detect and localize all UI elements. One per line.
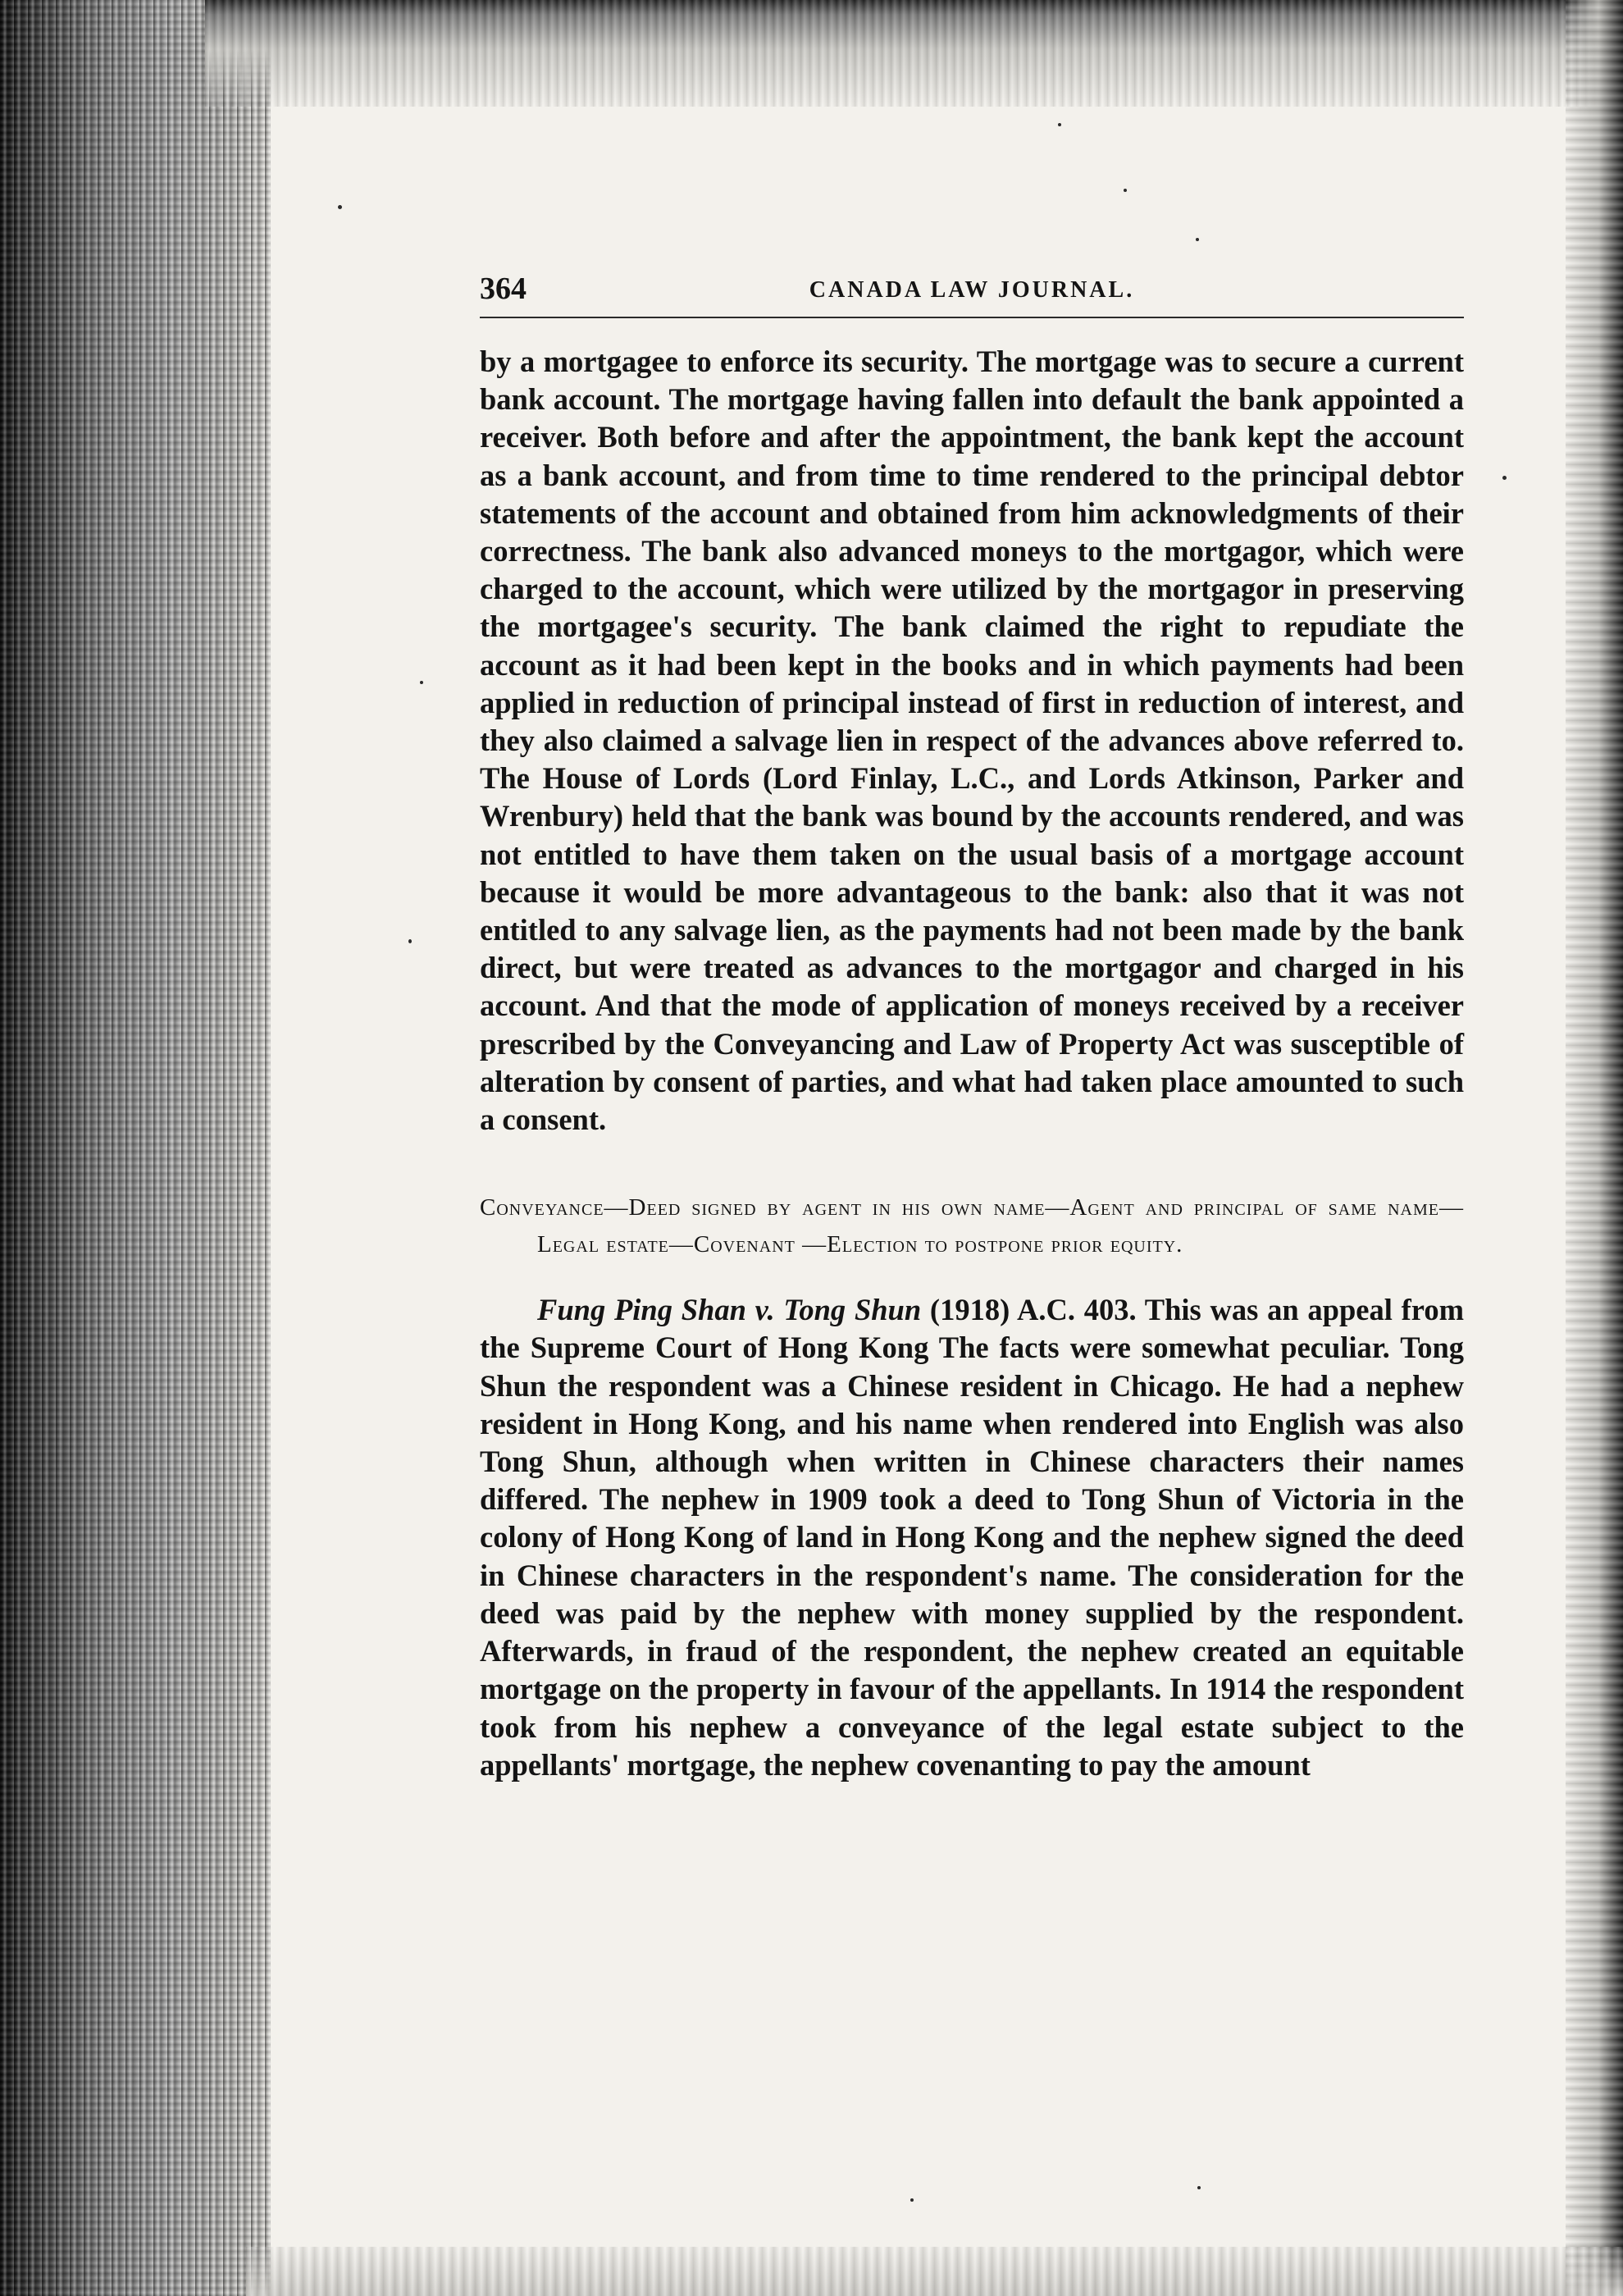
page-content [480,271,1464,1784]
case-paragraph [480,1291,1464,1784]
scan-speck [408,939,412,943]
running-head [480,271,1464,318]
section-heading-text: Conveyance—Deed signed by agent in his own name—Agent and principal of same name—Legal estate—Covenant —Election to postpone prior equity. [480,1194,1464,1258]
case-text: (1918) A.C. 403. This was an appeal from the Supreme Court of Hong Kong The facts were somewhat peculiar. Tong Shun the respondent was a Chinese resident in Chicago. He had a nephew resident in Hong Kong, and his name when rendered into English was also Tong Shun, although when written in Chinese characters their names differed. The nephew in 1909 took a deed to Tong Shun of Victoria in the colony of Hong Kong of land in Hong Kong and the nephew signed the deed in Chinese characters in the respondent's name. The consideration for the deed was paid by the nephew with money supplied by the respondent. Afterwards, in fraud of the respondent, the nephew created an equitable mortgage on the property in favour of the appellants. In 1914 the respondent took from his nephew a conveyance of the legal estate subject to the appellants' mortgage, the nephew covenanting to pay the amount [480,1293,1464,1782]
scan-speck [1058,123,1061,126]
case-name: Fung Ping Shan v. Tong Shun [537,1293,922,1327]
scan-speck [1502,476,1507,480]
body-paragraph: by a mortgagee to enforce its security. The mortgage was to secure a current bank account. The mortgage having fallen into default the bank appointed a receiver. Both before and after the appointment, the bank kept the account as a bank account, and from time to time rendered to the principal debtor statements of the account and obtained from him acknowledgments of their correctness. The bank also advanced moneys to the mortgagor, which were charged to the account, which were utilized by the mortgagor in preserving the mortgagee's security. The bank claimed the right to repudiate the account as it had been kept in the books and in which payments had been applied in reduction of principal instead of first in reduction of interest, and they also claimed a salvage lien in respect of the advances above referred to. The House of Lords (Lord Finlay, L.C., and Lords Atkinson, Parker and Wrenbury) held that the bank was bound by the accounts rendered, and was not entitled to have them taken on the usual basis of a mortgage account because it would be more advantageous to the bank: also that it was not entitled to any salvage lien, as the payments had not been made by the bank direct, but were treated as advances to the mortgagor and charged in his account. And that the mode of application of moneys received by a receiver prescribed by the Conveyancing and Law of Property Act was susceptible of alteration by consent of parties, and what had taken place amounted to such a consent. [480,345,1464,1137]
book-binding-gutter [0,0,271,2296]
page-number: 364 [480,272,527,306]
journal-title: CANADA LAW JOURNAL. [809,277,1135,303]
scan-right-edge [1566,0,1623,2296]
section-heading [480,1189,1464,1263]
scan-bottom-edge [246,2247,1623,2296]
scan-speck [1196,238,1199,241]
scan-top-edge [205,0,1623,107]
scan-speck [910,2198,914,2202]
scan-speck [1197,2186,1201,2189]
scan-speck [420,681,423,684]
scan-speck [338,205,342,209]
scan-speck [1124,189,1127,192]
